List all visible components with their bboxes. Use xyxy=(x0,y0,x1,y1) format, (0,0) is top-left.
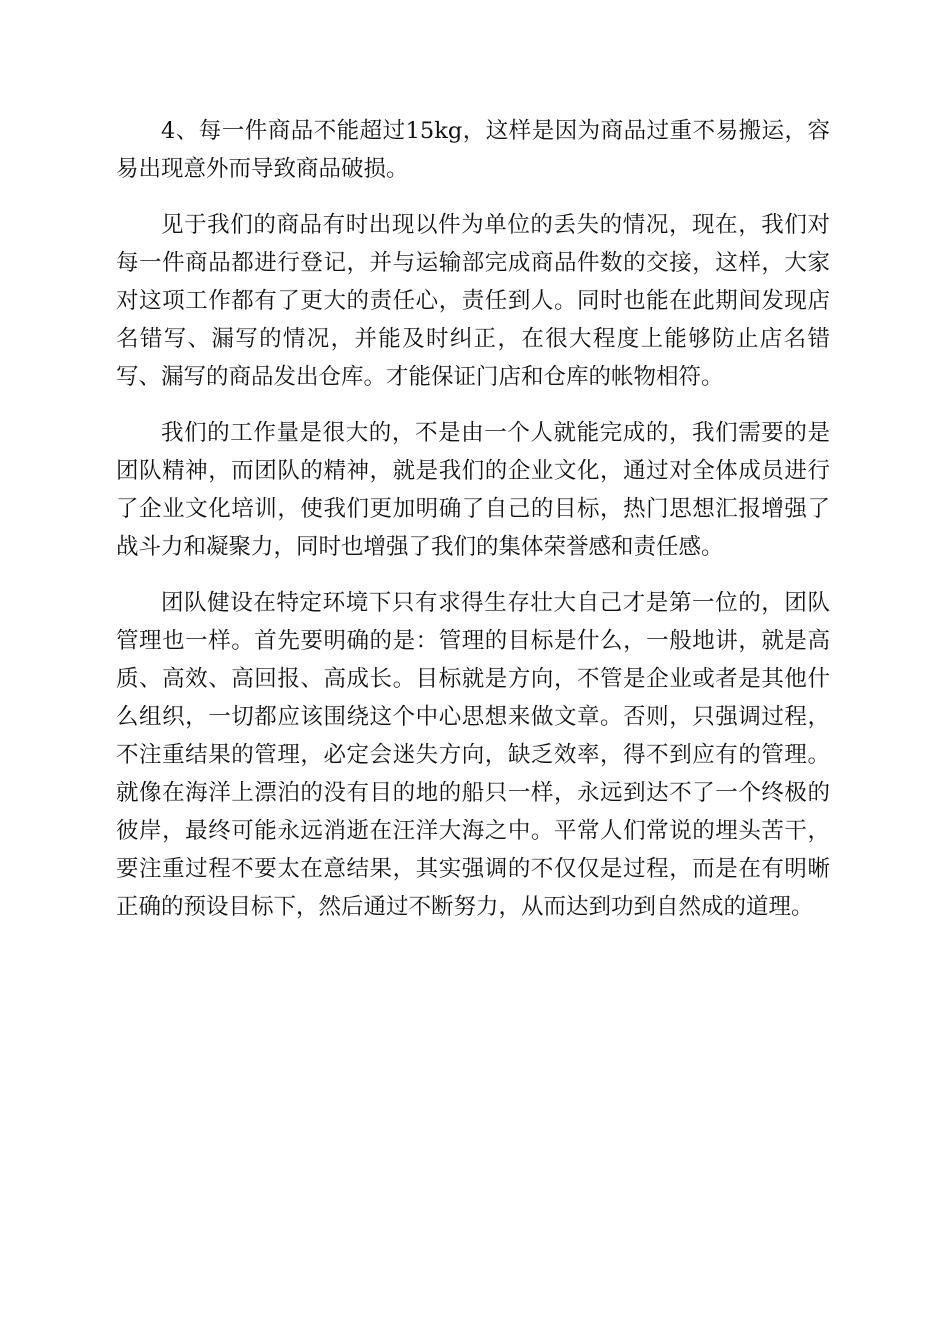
document-body xyxy=(116,112,830,944)
paragraph-team-spirit: 我们的工作量是很大的，不是由一个人就能完成的，我们需要的是团队精神，而团队的精神，就是我们的企业文化，通过对全体成员进行了企业文化培训，使我们更加明确了自己的目标，热门思想汇报增强了战斗力和凝聚力，同时也增强了我们的集体荣誉感和责任感。 xyxy=(116,420,830,560)
paragraph-registration: 见于我们的商品有时出现以件为单位的丢失的情况，现在，我们对每一件商品都进行登记，并与运输部完成商品件数的交接，这样，大家对这项工作都有了更大的责任心，责任到人。同时也能在此期间发现店名错写、漏写的情况，并能及时纠正，在很大程度上能够防止店名错写、漏写的商品发出仓库。才能保证门店和仓库的帐物相符。 xyxy=(116,212,830,390)
paragraph-item-rule-4: 4、每一件商品不能超过15kg，这样是因为商品过重不易搬运，容易出现意外而导致商品破损。 xyxy=(116,118,830,182)
paragraph-team-management: 团队健设在特定环境下只有求得生存壮大自己才是第一位的，团队管理也一样。首先要明确的是：管理的目标是什么，一般地讲，就是高质、高效、高回报、高成长。目标就是方向，不管是企业或者是其他什么组织，一切都应该围绕这个中心思想来做文章。否则，只强调过程，不注重结果的管理，必定会迷失方向，缺乏效率，得不到应有的管理。就像在海洋上漂泊的没有目的地的船只一样，永远到达不了一个终极的彼岸，最终可能永远消逝在汪洋大海之中。平常人们常说的埋头苦干，要注重过程不要太在意结果，其实强调的不仅仅是过程，而是在有明晰正确的预设目标下，然后通过不断努力，从而达到功到自然成的道理。 xyxy=(116,590,830,920)
